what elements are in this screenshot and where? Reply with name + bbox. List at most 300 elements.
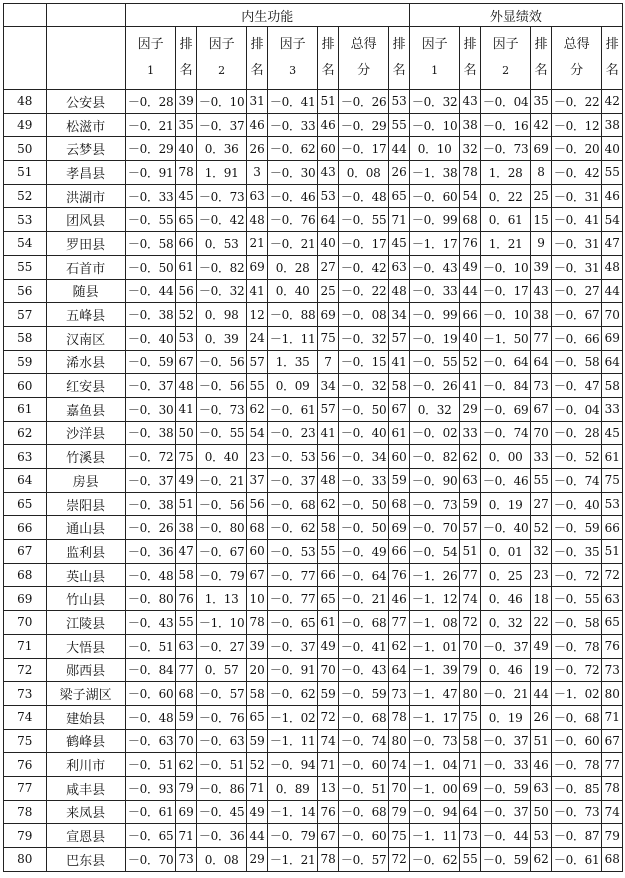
rank-cell: 46 (247, 113, 267, 137)
rank-cell: 53 (318, 184, 338, 208)
column-header-line2: 名 (463, 63, 477, 78)
rank-cell: 37 (247, 469, 267, 493)
score-cell: －0．63 (196, 729, 247, 753)
rank-cell: 24 (247, 326, 267, 350)
rank-cell: 40 (176, 137, 196, 161)
county-name: 巴东县 (46, 848, 125, 872)
column-header-line2: 名 (605, 63, 619, 78)
score-cell: －0．51 (125, 634, 176, 658)
score-cell: －0．22 (551, 90, 602, 114)
score-cell: －0．62 (267, 682, 318, 706)
rank-cell: 60 (389, 445, 409, 469)
rank-cell: 67 (247, 563, 267, 587)
rank-cell: 51 (602, 540, 623, 564)
score-cell: －1．26 (409, 563, 460, 587)
rank-cell: 53 (389, 90, 409, 114)
score-cell: －0．41 (551, 208, 602, 232)
score-cell: －0．74 (551, 469, 602, 493)
column-header-line1: 总得 (350, 37, 377, 52)
rank-cell: 31 (247, 90, 267, 114)
rank-cell: 65 (318, 587, 338, 611)
table-row (4, 397, 623, 421)
table-row (4, 303, 623, 327)
header-group-intrinsic-function: 内生功能 (125, 4, 409, 27)
county-name: 沙洋县 (46, 421, 125, 445)
column-header-line2: 3 (289, 64, 297, 77)
row-index: 75 (4, 729, 47, 753)
rank-cell: 44 (247, 824, 267, 848)
score-cell: －0．88 (267, 303, 318, 327)
rank-cell: 52 (247, 753, 267, 777)
score-cell: －0．66 (551, 326, 602, 350)
rank-cell: 72 (318, 705, 338, 729)
score-cell: －0．70 (125, 848, 176, 872)
score-cell: －0．76 (267, 208, 318, 232)
rank-cell: 72 (389, 848, 409, 872)
score-cell: －0．60 (409, 184, 460, 208)
rank-cell: 48 (602, 255, 623, 279)
score-cell: －0．42 (551, 161, 602, 185)
table-row (4, 824, 623, 848)
rank-cell: 12 (247, 303, 267, 327)
rank-cell: 61 (389, 421, 409, 445)
score-cell: －0．50 (338, 492, 389, 516)
rank-cell: 67 (318, 824, 338, 848)
score-cell: －0．70 (409, 516, 460, 540)
score-cell: －0．26 (125, 516, 176, 540)
score-cell: 0．19 (480, 492, 531, 516)
rank-cell: 45 (389, 232, 409, 256)
score-cell: 0．19 (480, 705, 531, 729)
score-cell: －0．73 (480, 137, 531, 161)
rank-cell: 27 (531, 492, 551, 516)
rank-cell: 74 (460, 587, 480, 611)
score-cell: －0．46 (267, 184, 318, 208)
rank-cell: 54 (602, 208, 623, 232)
score-cell: －0．64 (338, 563, 389, 587)
rank-cell: 45 (176, 184, 196, 208)
rank-cell: 40 (460, 326, 480, 350)
score-cell: －1．17 (409, 232, 460, 256)
rank-cell: 18 (531, 587, 551, 611)
rank-cell: 76 (389, 563, 409, 587)
score-cell: －0．68 (338, 611, 389, 635)
rank-cell: 46 (531, 753, 551, 777)
county-name: 竹山县 (46, 587, 125, 611)
rank-cell: 46 (602, 184, 623, 208)
rank-cell: 43 (531, 279, 551, 303)
rank-cell: 63 (460, 469, 480, 493)
column-header (267, 27, 318, 90)
rank-cell: 76 (460, 232, 480, 256)
score-cell: －0．16 (480, 113, 531, 137)
score-cell: －0．04 (551, 397, 602, 421)
rank-cell: 54 (247, 421, 267, 445)
score-cell: 0．57 (196, 658, 247, 682)
score-cell: 0．01 (480, 540, 531, 564)
score-cell: －0．28 (551, 421, 602, 445)
rank-cell: 69 (460, 776, 480, 800)
score-cell: 0．36 (196, 137, 247, 161)
column-header (338, 27, 389, 90)
score-cell: －0．41 (338, 634, 389, 658)
rank-cell: 55 (602, 161, 623, 185)
rank-cell: 19 (531, 658, 551, 682)
score-cell: －0．04 (480, 90, 531, 114)
header-blank-name (46, 4, 125, 27)
rank-cell: 49 (247, 800, 267, 824)
rank-cell: 64 (531, 350, 551, 374)
score-cell: －0．53 (267, 445, 318, 469)
row-index: 67 (4, 540, 47, 564)
score-cell: －0．43 (409, 255, 460, 279)
score-cell: －0．02 (409, 421, 460, 445)
score-cell: －0．41 (267, 90, 318, 114)
score-cell: －0．26 (338, 90, 389, 114)
rank-cell: 76 (602, 634, 623, 658)
score-cell: －0．84 (125, 658, 176, 682)
row-index: 61 (4, 397, 47, 421)
column-header-line1: 排 (392, 37, 406, 52)
score-cell: －0．30 (125, 397, 176, 421)
score-cell: －0．56 (196, 492, 247, 516)
rank-cell: 75 (176, 445, 196, 469)
score-cell: 0．46 (480, 587, 531, 611)
table-row (4, 800, 623, 824)
rank-cell: 62 (176, 753, 196, 777)
score-cell: －0．30 (267, 161, 318, 185)
county-name: 竹溪县 (46, 445, 125, 469)
rank-cell: 68 (176, 682, 196, 706)
row-index: 71 (4, 634, 47, 658)
score-cell: －0．59 (551, 516, 602, 540)
column-header-line2: 分 (570, 63, 584, 78)
county-name: 汉南区 (46, 326, 125, 350)
column-header-line2: 1 (147, 64, 155, 77)
rank-cell: 61 (602, 445, 623, 469)
rank-cell: 70 (460, 634, 480, 658)
score-cell: －0．61 (125, 800, 176, 824)
score-cell: －0．79 (196, 563, 247, 587)
score-cell: －0．60 (125, 682, 176, 706)
rank-cell: 65 (247, 705, 267, 729)
score-cell: －0．36 (125, 540, 176, 564)
score-cell: －0．31 (551, 184, 602, 208)
score-cell: －0．91 (267, 658, 318, 682)
score-cell: 0．98 (196, 303, 247, 327)
score-cell: －0．21 (267, 232, 318, 256)
row-index: 53 (4, 208, 47, 232)
table-row (4, 729, 623, 753)
score-cell: －0．50 (338, 516, 389, 540)
rank-cell: 49 (531, 634, 551, 658)
county-name: 随县 (46, 279, 125, 303)
row-index: 51 (4, 161, 47, 185)
rank-cell: 34 (389, 303, 409, 327)
score-cell: －0．21 (125, 113, 176, 137)
county-name: 大悟县 (46, 634, 125, 658)
rank-cell: 29 (460, 397, 480, 421)
score-cell: －0．40 (480, 516, 531, 540)
score-cell: －0．59 (480, 848, 531, 872)
rank-cell: 43 (460, 90, 480, 114)
rank-cell: 62 (247, 397, 267, 421)
score-cell: －0．87 (551, 824, 602, 848)
table-row (4, 374, 623, 398)
column-header-line2: 名 (534, 63, 548, 78)
score-cell: 0．40 (196, 445, 247, 469)
score-cell: －0．73 (196, 184, 247, 208)
rank-cell: 38 (176, 516, 196, 540)
rank-cell: 62 (531, 848, 551, 872)
table-header (4, 4, 623, 90)
county-name: 来凤县 (46, 800, 125, 824)
rank-cell: 56 (247, 492, 267, 516)
score-cell: 0．39 (196, 326, 247, 350)
row-index: 58 (4, 326, 47, 350)
rank-cell: 59 (176, 705, 196, 729)
rank-cell: 57 (460, 516, 480, 540)
rank-cell: 61 (318, 611, 338, 635)
row-index: 76 (4, 753, 47, 777)
score-cell: －0．17 (480, 279, 531, 303)
column-header (460, 27, 480, 90)
score-cell: 0．46 (480, 658, 531, 682)
rank-cell: 9 (531, 232, 551, 256)
table-row (4, 161, 623, 185)
table-body (4, 90, 623, 872)
rank-cell: 40 (318, 232, 338, 256)
score-cell: －0．60 (338, 824, 389, 848)
score-cell: －0．90 (409, 469, 460, 493)
header-group-external-performance: 外显绩效 (409, 4, 622, 27)
rank-cell: 70 (176, 729, 196, 753)
rank-cell: 53 (531, 824, 551, 848)
rank-cell: 60 (318, 137, 338, 161)
score-cell: －0．37 (480, 729, 531, 753)
rank-cell: 73 (602, 658, 623, 682)
column-header-line2: 名 (250, 63, 264, 78)
score-cell: －0．36 (196, 824, 247, 848)
score-cell: －0．40 (125, 326, 176, 350)
score-cell: －0．80 (196, 516, 247, 540)
rank-cell: 23 (531, 563, 551, 587)
score-cell: －0．54 (409, 540, 460, 564)
county-name: 石首市 (46, 255, 125, 279)
header-blank-name-2 (46, 27, 125, 90)
rank-cell: 80 (460, 682, 480, 706)
score-cell: －0．48 (125, 563, 176, 587)
county-name: 宣恩县 (46, 824, 125, 848)
score-cell: －0．33 (125, 184, 176, 208)
rank-cell: 58 (318, 516, 338, 540)
score-cell: －1．00 (409, 776, 460, 800)
score-cell: －0．33 (409, 279, 460, 303)
rank-cell: 58 (389, 374, 409, 398)
rank-cell: 52 (531, 516, 551, 540)
score-cell: －0．57 (196, 682, 247, 706)
rank-cell: 78 (389, 705, 409, 729)
score-cell: －1．17 (409, 705, 460, 729)
rank-cell: 57 (318, 397, 338, 421)
rank-cell: 61 (176, 255, 196, 279)
rank-cell: 63 (602, 587, 623, 611)
rank-cell: 78 (602, 776, 623, 800)
score-cell: －0．51 (196, 753, 247, 777)
rank-cell: 77 (460, 563, 480, 587)
score-cell: －0．40 (338, 421, 389, 445)
rank-cell: 67 (176, 350, 196, 374)
rank-cell: 45 (602, 421, 623, 445)
rank-cell: 41 (247, 279, 267, 303)
county-name: 云梦县 (46, 137, 125, 161)
rank-cell: 57 (247, 350, 267, 374)
score-cell: －0．47 (551, 374, 602, 398)
rank-cell: 71 (176, 824, 196, 848)
rank-cell: 25 (318, 279, 338, 303)
rank-cell: 42 (531, 113, 551, 137)
county-performance-table (3, 3, 623, 872)
score-cell: －0．61 (267, 397, 318, 421)
score-cell: －0．33 (338, 469, 389, 493)
rank-cell: 65 (389, 184, 409, 208)
score-cell: －0．68 (338, 705, 389, 729)
score-cell: －0．82 (196, 255, 247, 279)
rank-cell: 63 (389, 255, 409, 279)
rank-cell: 69 (176, 800, 196, 824)
rank-cell: 8 (531, 161, 551, 185)
score-cell: －0．72 (125, 445, 176, 469)
score-cell: －0．94 (267, 753, 318, 777)
column-header (409, 27, 460, 90)
score-cell: －0．37 (125, 374, 176, 398)
table-row (4, 705, 623, 729)
score-cell: －1．02 (551, 682, 602, 706)
county-name: 江陵县 (46, 611, 125, 635)
table-row (4, 208, 623, 232)
score-cell: －1．11 (409, 824, 460, 848)
score-cell: －0．58 (125, 232, 176, 256)
score-cell: －0．80 (125, 587, 176, 611)
rank-cell: 65 (602, 611, 623, 635)
score-cell: －0．55 (125, 208, 176, 232)
score-cell: －0．31 (551, 255, 602, 279)
score-cell: －0．37 (196, 113, 247, 137)
score-cell: －0．68 (551, 705, 602, 729)
score-cell: －0．40 (551, 492, 602, 516)
score-cell: －0．58 (551, 611, 602, 635)
score-cell: －0．64 (480, 350, 531, 374)
rank-cell: 39 (247, 634, 267, 658)
score-cell: －0．91 (125, 161, 176, 185)
score-cell: 0．32 (480, 611, 531, 635)
rank-cell: 39 (531, 255, 551, 279)
county-name: 红安县 (46, 374, 125, 398)
county-name: 梁子湖区 (46, 682, 125, 706)
score-cell: 0．22 (480, 184, 531, 208)
row-index: 52 (4, 184, 47, 208)
score-cell: 0．28 (267, 255, 318, 279)
row-index: 68 (4, 563, 47, 587)
score-cell: －0．62 (267, 137, 318, 161)
score-cell: －0．44 (480, 824, 531, 848)
rank-cell: 39 (176, 90, 196, 114)
rank-cell: 71 (602, 705, 623, 729)
rank-cell: 78 (176, 161, 196, 185)
rank-cell: 55 (176, 611, 196, 635)
rank-cell: 72 (460, 611, 480, 635)
county-name: 利川市 (46, 753, 125, 777)
score-cell: －0．33 (480, 753, 531, 777)
row-index: 77 (4, 776, 47, 800)
county-name: 浠水县 (46, 350, 125, 374)
rank-cell: 49 (318, 634, 338, 658)
score-cell: 0．61 (480, 208, 531, 232)
table-row (4, 350, 623, 374)
score-cell: －0．32 (338, 374, 389, 398)
rank-cell: 68 (389, 492, 409, 516)
rank-cell: 76 (318, 800, 338, 824)
rank-cell: 66 (460, 303, 480, 327)
table-row (4, 445, 623, 469)
row-index: 80 (4, 848, 47, 872)
header-blank-index-2 (4, 27, 47, 90)
rank-cell: 51 (176, 492, 196, 516)
score-cell: －1．14 (267, 800, 318, 824)
column-header-line2: 2 (502, 64, 510, 77)
score-cell: －0．68 (338, 800, 389, 824)
rank-cell: 67 (389, 397, 409, 421)
rank-cell: 62 (460, 445, 480, 469)
score-cell: －0．55 (338, 208, 389, 232)
score-cell: 0．09 (267, 374, 318, 398)
row-index: 57 (4, 303, 47, 327)
rank-cell: 57 (389, 326, 409, 350)
rank-cell: 59 (460, 492, 480, 516)
score-cell: －0．42 (338, 255, 389, 279)
rank-cell: 53 (602, 492, 623, 516)
rank-cell: 55 (531, 469, 551, 493)
score-cell: －1．21 (267, 848, 318, 872)
column-header-line2: 2 (218, 64, 226, 77)
score-cell: －0．46 (480, 469, 531, 493)
row-index: 62 (4, 421, 47, 445)
score-cell: 1．13 (196, 587, 247, 611)
rank-cell: 69 (602, 326, 623, 350)
score-cell: －0．99 (409, 303, 460, 327)
county-name: 罗田县 (46, 232, 125, 256)
county-name: 崇阳县 (46, 492, 125, 516)
table-row (4, 232, 623, 256)
rank-cell: 44 (389, 137, 409, 161)
rank-cell: 78 (247, 611, 267, 635)
rank-cell: 80 (602, 682, 623, 706)
column-header-line1: 总得 (563, 37, 590, 52)
county-name: 咸丰县 (46, 776, 125, 800)
row-index: 60 (4, 374, 47, 398)
score-cell: －0．55 (409, 350, 460, 374)
row-index: 65 (4, 492, 47, 516)
rank-cell: 22 (531, 611, 551, 635)
row-index: 63 (4, 445, 47, 469)
score-cell: －0．55 (196, 421, 247, 445)
score-cell: －1．04 (409, 753, 460, 777)
score-cell: －0．72 (551, 563, 602, 587)
score-cell: －0．65 (267, 611, 318, 635)
rank-cell: 66 (176, 232, 196, 256)
rank-cell: 65 (176, 208, 196, 232)
score-cell: －0．73 (409, 492, 460, 516)
